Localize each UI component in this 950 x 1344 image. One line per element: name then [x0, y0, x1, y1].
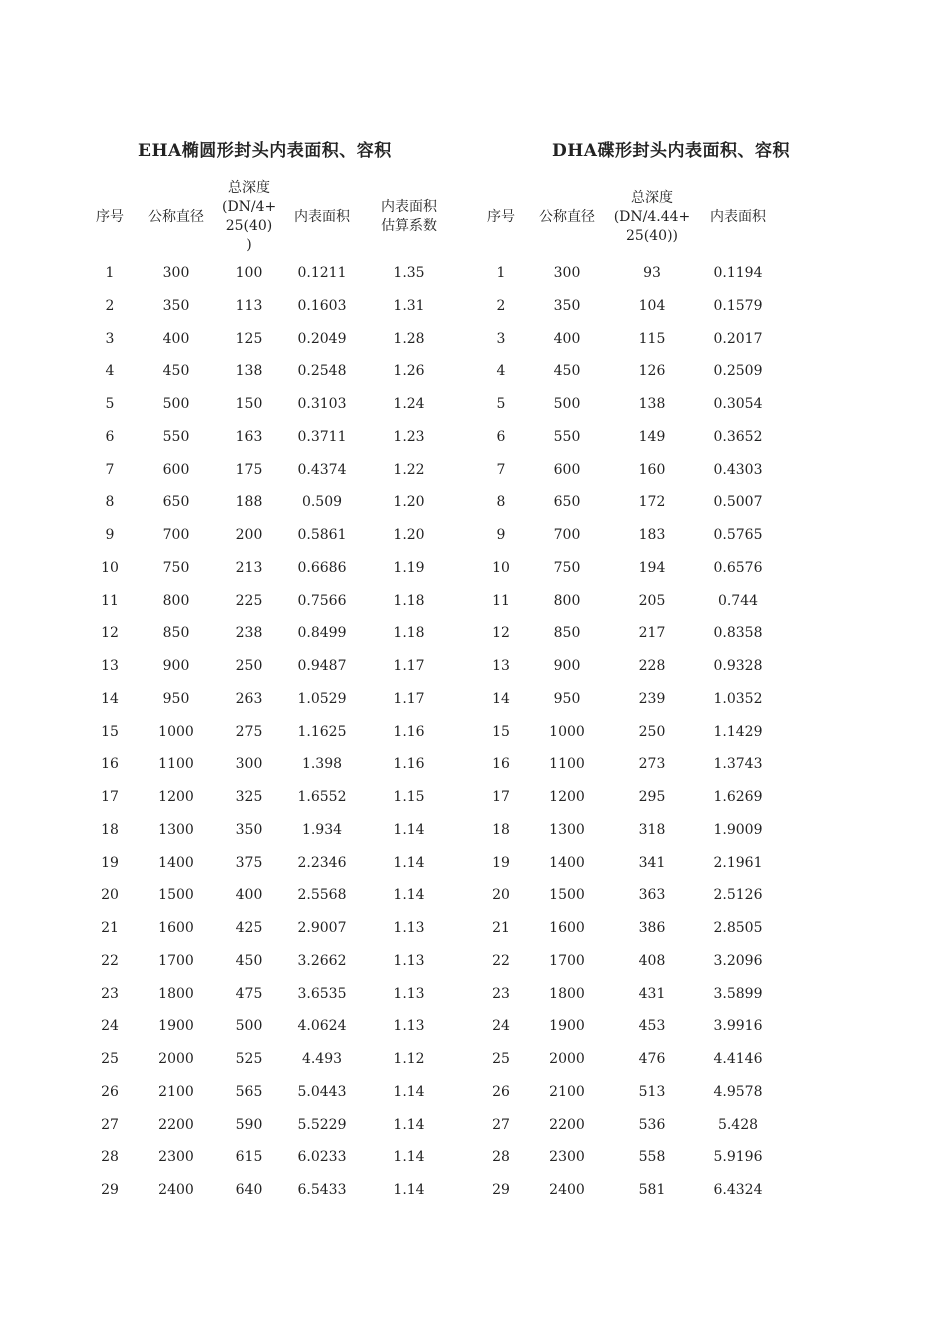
eha-coefficient-cell: 1.14: [393, 1182, 425, 1198]
dha-index-cell: 17: [492, 789, 510, 805]
eha-depth-cell: 425: [235, 920, 263, 936]
eha-depth-cell: 163: [235, 428, 263, 445]
dha-diameter-cell: 2000: [549, 1051, 585, 1067]
dha-depth-cell: 431: [638, 985, 666, 1002]
dha-depth-cell: 93: [643, 265, 661, 281]
dha-diameter-cell: 850: [553, 625, 581, 642]
eha-diameter-cell: 1900: [158, 1018, 194, 1035]
eha-header-total-depth: 总深度 (DN/4+ 25(40) ): [222, 180, 277, 253]
eha-diameter-cell: 400: [162, 330, 190, 347]
eha-index-cell: 14: [101, 690, 119, 707]
eha-diameter-cell: 1800: [158, 985, 194, 1002]
eha-coefficient-cell: 1.24: [393, 396, 425, 412]
dha-area-cell: 3.2096: [713, 952, 763, 969]
eha-index-cell: 18: [101, 821, 119, 838]
eha-depth-cell: 150: [235, 396, 263, 412]
dha-diameter-cell: 450: [553, 363, 581, 380]
dha-index-cell: 27: [492, 1116, 510, 1133]
eha-diameter-cell: 750: [162, 559, 190, 576]
dha-index-cell: 15: [492, 723, 510, 740]
dha-depth-cell: 363: [638, 887, 666, 904]
dha-index-cell: 7: [496, 461, 506, 478]
dha-index-cell: 11: [492, 592, 510, 609]
eha-coefficient-cell: 1.20: [393, 494, 425, 511]
eha-area-cell: 0.6686: [297, 559, 347, 576]
eha-diameter-cell: 2000: [158, 1051, 194, 1067]
eha-depth-cell: 375: [235, 854, 263, 871]
dha-diameter-cell: 2300: [549, 1149, 585, 1166]
eha-index-cell: 6: [105, 428, 115, 445]
dha-depth-cell: 386: [638, 920, 666, 936]
eha-depth-cell: 300: [235, 756, 263, 773]
dha-diameter-cell: 600: [553, 461, 581, 478]
eha-coefficient-cell: 1.14: [393, 1116, 425, 1133]
eha-coefficient-cell: 1.15: [393, 789, 425, 805]
dha-diameter-cell: 2200: [549, 1116, 585, 1133]
dha-index-cell: 29: [492, 1182, 510, 1198]
eha-index-cell: 29: [101, 1182, 119, 1198]
eha-header-nominal-diameter: 公称直径: [148, 208, 204, 225]
eha-coefficient-cell: 1.17: [393, 658, 425, 674]
eha-coefficient-cell: 1.31: [393, 297, 425, 314]
eha-index-cell: 23: [101, 985, 119, 1002]
dha-area-cell: 1.6269: [713, 789, 763, 805]
eha-index-cell: 28: [101, 1149, 119, 1166]
eha-area-cell: 3.6535: [297, 985, 347, 1002]
eha-coefficient-cell: 1.16: [393, 756, 425, 773]
dha-depth-cell: 250: [638, 723, 666, 740]
eha-coefficient-cell: 1.12: [393, 1051, 425, 1067]
eha-diameter-cell: 300: [162, 265, 190, 281]
dha-index-cell: 25: [492, 1051, 510, 1067]
eha-coefficient-cell: 1.22: [393, 461, 425, 478]
dha-index-cell: 28: [492, 1149, 510, 1166]
eha-header-index: 序号: [96, 208, 124, 225]
dha-diameter-cell: 400: [553, 330, 581, 347]
eha-area-cell: 0.1211: [297, 265, 347, 281]
eha-coefficient-cell: 1.16: [393, 723, 425, 740]
dha-diameter-cell: 1400: [549, 854, 585, 871]
eha-index-cell: 25: [101, 1051, 119, 1067]
dha-area-cell: 2.8505: [713, 920, 763, 936]
eha-area-cell: 0.3711: [297, 428, 347, 445]
eha-diameter-cell: 1400: [158, 854, 194, 871]
dha-depth-cell: 558: [638, 1149, 666, 1166]
eha-coefficient-cell: 1.13: [393, 985, 425, 1002]
dha-area-cell: 0.744: [717, 592, 759, 609]
dha-depth-cell: 239: [638, 690, 666, 707]
eha-area-cell: 0.8499: [297, 625, 347, 642]
eha-index-cell: 8: [105, 494, 115, 511]
eha-depth-cell: 225: [235, 592, 263, 609]
eha-index-cell: 3: [105, 330, 115, 347]
dha-index-cell: 12: [492, 625, 510, 642]
eha-index-cell: 9: [105, 527, 115, 543]
dha-area-cell: 0.3054: [713, 396, 763, 412]
dha-diameter-cell: 800: [553, 592, 581, 609]
eha-depth-cell: 138: [235, 363, 263, 380]
eha-depth-cell: 525: [235, 1051, 263, 1067]
eha-diameter-cell: 2300: [158, 1149, 194, 1166]
eha-area-cell: 6.0233: [297, 1149, 347, 1166]
eha-depth-cell: 565: [235, 1083, 263, 1100]
dha-depth-cell: 149: [638, 428, 666, 445]
eha-depth-cell: 188: [235, 494, 263, 511]
eha-diameter-cell: 2200: [158, 1116, 194, 1133]
dha-index-cell: 14: [492, 690, 510, 707]
dha-area-cell: 2.5126: [713, 887, 763, 904]
eha-coefficient-cell: 1.28: [393, 330, 425, 347]
dha-area-cell: 0.2017: [713, 330, 763, 347]
dha-index-cell: 23: [492, 985, 510, 1002]
dha-area-cell: 0.6576: [713, 559, 763, 576]
eha-diameter-cell: 650: [162, 494, 190, 511]
dha-area-cell: 1.1429: [713, 723, 763, 740]
eha-depth-cell: 615: [235, 1149, 263, 1166]
eha-diameter-cell: 2400: [158, 1182, 194, 1198]
dha-diameter-cell: 650: [553, 494, 581, 511]
eha-depth-cell: 350: [235, 821, 263, 838]
dha-area-cell: 1.0352: [713, 690, 763, 707]
dha-depth-cell: 160: [638, 461, 666, 478]
eha-area-cell: 3.2662: [297, 952, 347, 969]
eha-coefficient-cell: 1.18: [393, 592, 425, 609]
dha-depth-cell: 217: [638, 625, 666, 642]
eha-area-cell: 5.0443: [297, 1083, 347, 1100]
dha-area-cell: 3.9916: [713, 1018, 763, 1035]
dha-diameter-cell: 1500: [549, 887, 585, 904]
eha-area-cell: 0.3103: [297, 396, 347, 412]
eha-depth-cell: 500: [235, 1018, 263, 1035]
eha-index-cell: 11: [101, 592, 119, 609]
dha-depth-cell: 513: [638, 1083, 666, 1100]
eha-depth-cell: 125: [235, 330, 263, 347]
dha-diameter-cell: 1600: [549, 920, 585, 936]
eha-diameter-cell: 450: [162, 363, 190, 380]
eha-diameter-cell: 950: [162, 690, 190, 707]
dha-depth-cell: 138: [638, 396, 666, 412]
dha-table-title: DHA碟形封头内表面积、容积: [552, 141, 790, 161]
eha-area-cell: 0.5861: [297, 527, 347, 543]
eha-depth-cell: 200: [235, 527, 263, 543]
eha-coefficient-cell: 1.35: [393, 265, 425, 281]
eha-depth-cell: 250: [235, 658, 263, 674]
eha-coefficient-cell: 1.14: [393, 887, 425, 904]
eha-header-area-coefficient: 内表面积 估算系数: [381, 199, 437, 234]
eha-area-cell: 6.5433: [297, 1182, 347, 1198]
eha-coefficient-cell: 1.13: [393, 952, 425, 969]
dha-depth-cell: 341: [638, 854, 666, 871]
dha-diameter-cell: 1800: [549, 985, 585, 1002]
eha-diameter-cell: 1500: [158, 887, 194, 904]
eha-index-cell: 16: [101, 756, 119, 773]
dha-index-cell: 21: [492, 920, 510, 936]
dha-index-cell: 26: [492, 1083, 510, 1100]
eha-area-cell: 1.0529: [297, 690, 347, 707]
dha-index-cell: 10: [492, 559, 510, 576]
eha-coefficient-cell: 1.17: [393, 690, 425, 707]
dha-diameter-cell: 700: [553, 527, 581, 543]
eha-depth-cell: 100: [235, 265, 263, 281]
dha-area-cell: 5.428: [717, 1116, 759, 1133]
dha-area-cell: 1.9009: [713, 821, 763, 838]
eha-diameter-cell: 1600: [158, 920, 194, 936]
eha-coefficient-cell: 1.14: [393, 854, 425, 871]
dha-depth-cell: 273: [638, 756, 666, 773]
dha-diameter-cell: 2100: [549, 1083, 585, 1100]
eha-coefficient-cell: 1.14: [393, 821, 425, 838]
eha-diameter-cell: 350: [162, 297, 190, 314]
dha-diameter-cell: 350: [553, 297, 581, 314]
eha-coefficient-cell: 1.14: [393, 1149, 425, 1166]
eha-area-cell: 1.6552: [297, 789, 347, 805]
dha-index-cell: 18: [492, 821, 510, 838]
eha-depth-cell: 325: [235, 789, 263, 805]
eha-diameter-cell: 800: [162, 592, 190, 609]
eha-diameter-cell: 550: [162, 428, 190, 445]
eha-index-cell: 17: [101, 789, 119, 805]
dha-area-cell: 0.4303: [713, 461, 763, 478]
dha-index-cell: 3: [496, 330, 506, 347]
eha-area-cell: 2.5568: [297, 887, 347, 904]
eha-diameter-cell: 1100: [158, 756, 194, 773]
dha-depth-cell: 318: [638, 821, 666, 838]
eha-depth-cell: 213: [235, 559, 263, 576]
dha-diameter-cell: 1300: [549, 821, 585, 838]
dha-diameter-cell: 950: [553, 690, 581, 707]
dha-index-cell: 9: [496, 527, 506, 543]
eha-index-cell: 20: [101, 887, 119, 904]
dha-index-cell: 2: [496, 297, 506, 314]
dha-index-cell: 16: [492, 756, 510, 773]
eha-diameter-cell: 1000: [158, 723, 194, 740]
eha-index-cell: 22: [101, 952, 119, 969]
dha-depth-cell: 228: [638, 658, 666, 674]
eha-index-cell: 2: [105, 297, 115, 314]
dha-index-cell: 4: [496, 363, 506, 380]
dha-area-cell: 0.9328: [713, 658, 763, 674]
dha-index-cell: 20: [492, 887, 510, 904]
dha-index-cell: 13: [492, 658, 510, 674]
eha-index-cell: 5: [105, 396, 115, 412]
eha-coefficient-cell: 1.23: [393, 428, 425, 445]
eha-diameter-cell: 1200: [158, 789, 194, 805]
eha-index-cell: 15: [101, 723, 119, 740]
dha-area-cell: 0.1579: [713, 297, 763, 314]
eha-index-cell: 27: [101, 1116, 119, 1133]
dha-area-cell: 0.8358: [713, 625, 763, 642]
eha-diameter-cell: 900: [162, 658, 190, 674]
dha-area-cell: 0.2509: [713, 363, 763, 380]
dha-area-cell: 0.3652: [713, 428, 763, 445]
eha-area-cell: 5.5229: [297, 1116, 347, 1133]
eha-depth-cell: 590: [235, 1116, 263, 1133]
eha-diameter-cell: 1300: [158, 821, 194, 838]
eha-coefficient-cell: 1.13: [393, 1018, 425, 1035]
dha-diameter-cell: 300: [553, 265, 581, 281]
dha-depth-cell: 453: [638, 1018, 666, 1035]
eha-coefficient-cell: 1.19: [393, 559, 425, 576]
dha-area-cell: 0.1194: [713, 265, 763, 281]
dha-depth-cell: 126: [638, 363, 666, 380]
eha-index-cell: 1: [105, 265, 115, 281]
eha-area-cell: 1.1625: [297, 723, 347, 740]
eha-area-cell: 0.1603: [297, 297, 347, 314]
dha-depth-cell: 408: [638, 952, 666, 969]
eha-depth-cell: 450: [235, 952, 263, 969]
dha-diameter-cell: 1700: [549, 952, 585, 969]
dha-depth-cell: 172: [638, 494, 666, 511]
eha-area-cell: 4.0624: [297, 1018, 347, 1035]
dha-diameter-cell: 750: [553, 559, 581, 576]
dha-diameter-cell: 1000: [549, 723, 585, 740]
eha-depth-cell: 238: [235, 625, 263, 642]
dha-header-index: 序号: [487, 208, 515, 225]
eha-diameter-cell: 700: [162, 527, 190, 543]
eha-depth-cell: 275: [235, 723, 263, 740]
eha-table-title: EHA椭圆形封头内表面积、容积: [138, 141, 392, 161]
eha-diameter-cell: 2100: [158, 1083, 194, 1100]
eha-depth-cell: 475: [235, 985, 263, 1002]
dha-depth-cell: 581: [638, 1182, 666, 1198]
dha-header-nominal-diameter: 公称直径: [539, 208, 595, 225]
eha-area-cell: 0.4374: [297, 461, 347, 478]
eha-area-cell: 4.493: [301, 1051, 343, 1067]
dha-depth-cell: 295: [638, 789, 666, 805]
eha-index-cell: 19: [101, 854, 119, 871]
eha-depth-cell: 263: [235, 690, 263, 707]
dha-diameter-cell: 500: [553, 396, 581, 412]
dha-area-cell: 4.4146: [713, 1051, 763, 1067]
dha-index-cell: 22: [492, 952, 510, 969]
dha-index-cell: 5: [496, 396, 506, 412]
eha-coefficient-cell: 1.20: [393, 527, 425, 543]
dha-header-inner-surface-area: 内表面积: [710, 208, 766, 225]
dha-depth-cell: 205: [638, 592, 666, 609]
eha-coefficient-cell: 1.26: [393, 363, 425, 380]
eha-index-cell: 26: [101, 1083, 119, 1100]
eha-depth-cell: 113: [235, 297, 263, 314]
eha-diameter-cell: 850: [162, 625, 190, 642]
dha-area-cell: 0.5007: [713, 494, 763, 511]
dha-index-cell: 8: [496, 494, 506, 511]
dha-index-cell: 19: [492, 854, 510, 871]
eha-coefficient-cell: 1.14: [393, 1083, 425, 1100]
dha-depth-cell: 536: [638, 1116, 666, 1133]
eha-depth-cell: 400: [235, 887, 263, 904]
eha-area-cell: 1.398: [301, 756, 343, 773]
eha-index-cell: 13: [101, 658, 119, 674]
eha-diameter-cell: 1700: [158, 952, 194, 969]
eha-index-cell: 12: [101, 625, 119, 642]
eha-depth-cell: 175: [235, 461, 263, 478]
eha-depth-cell: 640: [235, 1182, 263, 1198]
dha-index-cell: 24: [492, 1018, 510, 1035]
eha-diameter-cell: 500: [162, 396, 190, 412]
eha-index-cell: 7: [105, 461, 115, 478]
eha-area-cell: 2.2346: [297, 854, 347, 871]
eha-area-cell: 0.2049: [297, 330, 347, 347]
dha-area-cell: 0.5765: [713, 527, 763, 543]
eha-area-cell: 2.9007: [297, 920, 347, 936]
dha-area-cell: 1.3743: [713, 756, 763, 773]
eha-area-cell: 0.2548: [297, 363, 347, 380]
dha-depth-cell: 115: [638, 330, 666, 347]
eha-header-inner-surface-area: 内表面积: [294, 208, 350, 225]
eha-coefficient-cell: 1.18: [393, 625, 425, 642]
eha-index-cell: 10: [101, 559, 119, 576]
eha-area-cell: 0.9487: [297, 658, 347, 674]
eha-index-cell: 24: [101, 1018, 119, 1035]
dha-area-cell: 3.5899: [713, 985, 763, 1002]
dha-depth-cell: 476: [638, 1051, 666, 1067]
dha-diameter-cell: 1900: [549, 1018, 585, 1035]
dha-diameter-cell: 2400: [549, 1182, 585, 1198]
eha-area-cell: 0.7566: [297, 592, 347, 609]
eha-diameter-cell: 600: [162, 461, 190, 478]
dha-diameter-cell: 550: [553, 428, 581, 445]
eha-index-cell: 21: [101, 920, 119, 936]
dha-area-cell: 4.9578: [713, 1083, 763, 1100]
dha-header-total-depth: 总深度 (DN/4.44+ 25(40)): [613, 189, 691, 244]
dha-depth-cell: 104: [638, 297, 666, 314]
dha-area-cell: 5.9196: [713, 1149, 763, 1166]
dha-depth-cell: 194: [638, 559, 666, 576]
dha-depth-cell: 183: [638, 527, 666, 543]
dha-diameter-cell: 900: [553, 658, 581, 674]
eha-area-cell: 0.509: [301, 494, 343, 511]
dha-index-cell: 6: [496, 428, 506, 445]
dha-diameter-cell: 1100: [549, 756, 585, 773]
dha-area-cell: 6.4324: [713, 1182, 763, 1198]
eha-area-cell: 1.934: [301, 821, 343, 838]
eha-coefficient-cell: 1.13: [393, 920, 425, 936]
dha-index-cell: 1: [496, 265, 506, 281]
dha-area-cell: 2.1961: [713, 854, 763, 871]
dha-diameter-cell: 1200: [549, 789, 585, 805]
eha-index-cell: 4: [105, 363, 115, 380]
